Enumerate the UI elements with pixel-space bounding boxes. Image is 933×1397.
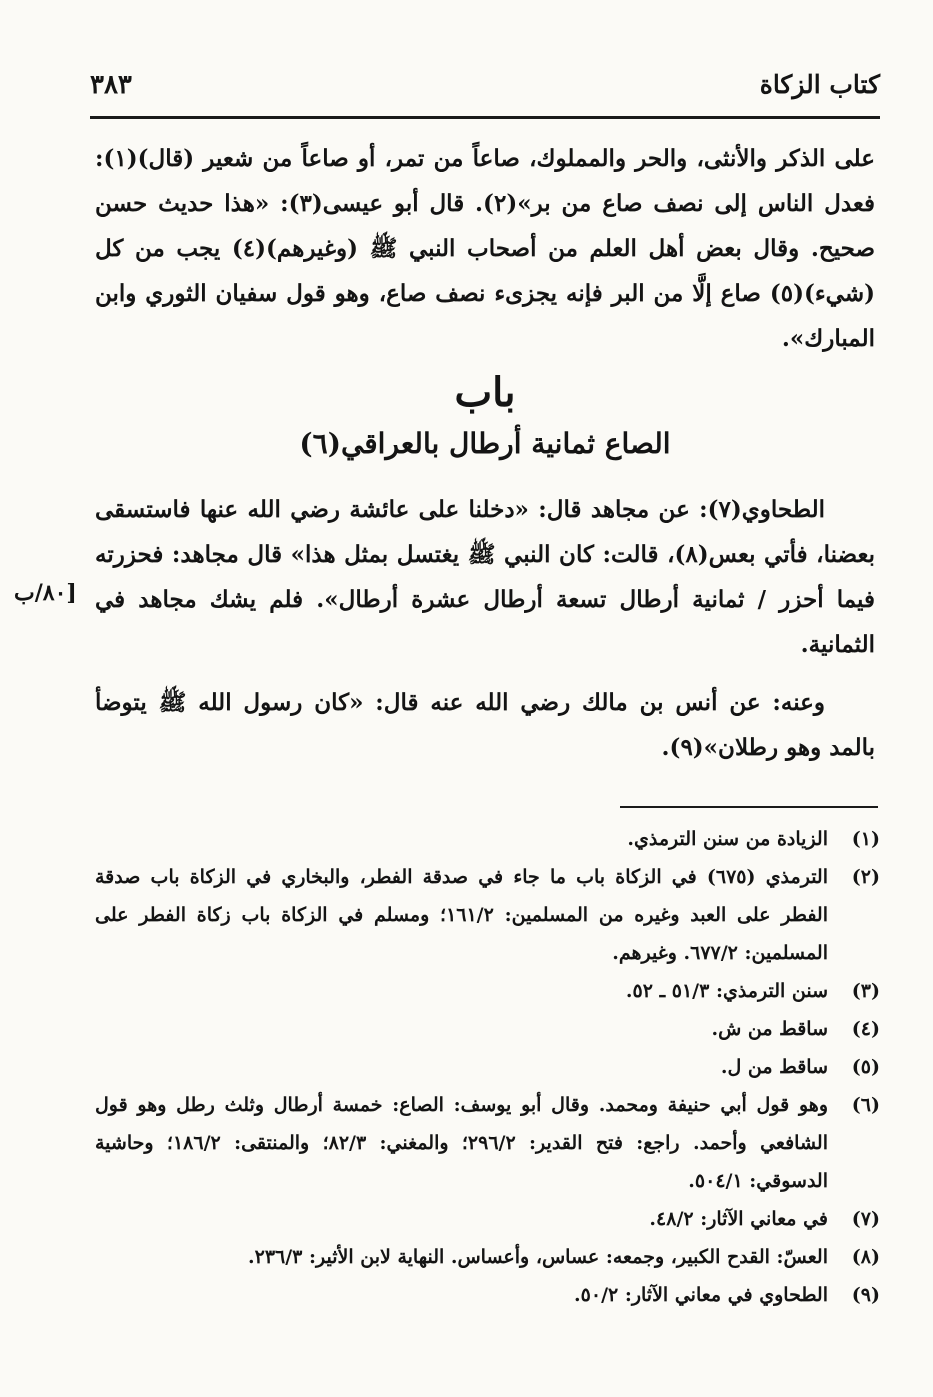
paragraph-text: وعنه: عن أنس بن مالك رضي الله عنه قال: «كان رسول الله ﷺ يتوضأ بالمد وهو رطلان»(٩). bbox=[95, 689, 875, 761]
footnote-number: (٧) bbox=[851, 1208, 880, 1230]
footnote bbox=[95, 1238, 880, 1276]
chapter-heading: باب bbox=[454, 369, 516, 416]
footnote-number: (٨) bbox=[851, 1246, 880, 1268]
footnote-divider bbox=[620, 806, 878, 808]
footnote-number: (٢) bbox=[851, 866, 880, 888]
footnote bbox=[95, 1200, 880, 1238]
footnote-text: ساقط من ش. bbox=[711, 1018, 828, 1040]
paragraph-text: على الذكر والأنثى، والحر والمملوك، صاعاً من تمر، أو صاعاً من شعير (قال)(١): فعدل الناس إلى نصف صاع من بر»(٢). قال أبو عيسى(٣): «هذا حديث حسن صحيح. وقال بعض أهل العلم من أصحاب النبي ﷺ (وغيرهم)(٤) يجب من كل (شيء)(٥) صاع إلَّا من البر فإنه يجزىء نصف صاع، وهو قول سفيان الثوري وابن المبارك». bbox=[95, 145, 876, 352]
anas-paragraph bbox=[95, 680, 875, 770]
footnote-text: الزيادة من سنن الترمذي. bbox=[627, 828, 828, 850]
footnote-number: (٥) bbox=[851, 1056, 880, 1078]
footnote-text: الطحاوي في معاني الآثار: ٥٠/٢. bbox=[574, 1284, 828, 1306]
running-title: كتاب الزكاة bbox=[759, 70, 880, 99]
page-number: ٣٨٣ bbox=[90, 70, 132, 100]
footnote-number: (١) bbox=[851, 828, 880, 850]
footnote-text: الترمذي (٦٧٥) في الزكاة باب ما جاء في صدقة الفطر، والبخاري في الزكاة باب صدقة الفطر على العبد وغيره من المسلمين: ١٦١/٢؛ ومسلم في الزكاة باب زكاة الفطر على المسلمين: ٦٧٧/٢. وغيرهم. bbox=[95, 866, 828, 964]
footnote-text: في معاني الآثار: ٤٨/٢. bbox=[649, 1208, 828, 1230]
opening-paragraph bbox=[95, 136, 875, 361]
footnote bbox=[95, 1086, 880, 1200]
header-divider bbox=[90, 116, 880, 119]
footnote bbox=[95, 1048, 880, 1086]
footnote bbox=[95, 820, 880, 858]
footnote-number: (٣) bbox=[851, 980, 880, 1002]
tahawi-paragraph bbox=[95, 487, 875, 667]
footnote-text: وهو قول أبي حنيفة ومحمد. وقال أبو يوسف: الصاع: خمسة أرطال وثلث رطل وهو قول الشافعي وأحمد. راجع: فتح القدير: ٢٩٦/٢؛ والمغني: ٨٢/٣؛ والمنتقى: ١٨٦/٢؛ وحاشية الدسوقي: ٥٠٤/١. bbox=[95, 1094, 828, 1192]
footnote-text: سنن الترمذي: ٥١/٣ ـ ٥٢. bbox=[625, 980, 828, 1002]
paragraph-text: الطحاوي(٧): عن مجاهد قال: «دخلنا على عائشة رضي الله عنها فاستسقى بعضنا، فأتي بعس(٨)، قالت: كان النبي ﷺ يغتسل بمثل هذا» قال مجاهد: فحزرته فيما أحزر / ثمانية أرطال تسعة أرطال عشرة أرطال». فلم يشك مجاهد في الثمانية. bbox=[95, 496, 875, 658]
footnote bbox=[95, 858, 880, 972]
section-title: الصاع ثمانية أرطال بالعراقي(٦) bbox=[299, 427, 671, 460]
footnotes bbox=[95, 820, 880, 1314]
footnote-number: (٦) bbox=[851, 1094, 880, 1116]
footnote-text: ساقط من ل. bbox=[720, 1056, 828, 1078]
page-header bbox=[90, 66, 880, 116]
footnote bbox=[95, 1276, 880, 1314]
manuscript-folio-marker: [٨٠/ب bbox=[14, 580, 77, 606]
footnote bbox=[95, 1010, 880, 1048]
footnote-number: (٩) bbox=[851, 1284, 880, 1306]
footnote-text: العسّ: القدح الكبير، وجمعه: عساس، وأعساس. النهاية لابن الأثير: ٢٣٦/٣. bbox=[247, 1246, 828, 1268]
footnote-number: (٤) bbox=[851, 1018, 880, 1040]
footnote bbox=[95, 972, 880, 1010]
